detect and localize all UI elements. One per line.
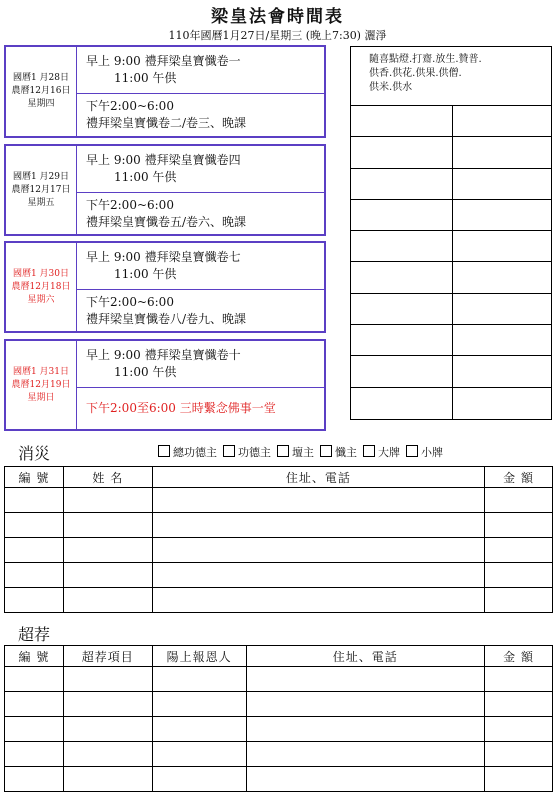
offerings-grid (351, 106, 551, 419)
grid-row[interactable] (351, 388, 551, 419)
morning-session: 早上 9:00 禮拜梁皇寶懺卷七 11:00 午供 (76, 243, 324, 290)
table-row[interactable] (5, 717, 553, 742)
option-item[interactable]: 懺主 (320, 444, 357, 460)
grid-row[interactable] (351, 200, 551, 231)
grid-row[interactable] (351, 325, 551, 356)
table-row[interactable] (5, 588, 553, 613)
option-item[interactable]: 總功德主 (158, 444, 217, 460)
grid-row[interactable] (351, 262, 551, 293)
table-row[interactable] (5, 563, 553, 588)
checkbox[interactable] (158, 445, 170, 457)
table-row[interactable] (5, 742, 553, 767)
option-item[interactable]: 功德主 (223, 444, 271, 460)
chaojian-table (4, 645, 553, 792)
table-row[interactable] (5, 692, 553, 717)
afternoon-session: 下午2:00~6:00 禮拜梁皇寶懺卷五/卷六、晚課 (86, 198, 247, 229)
table-header: 編 號 姓 名 住址、電話 金 額 (5, 467, 553, 488)
afternoon-session: 下午2:00~6:00 禮拜梁皇寶懺卷八/卷九、晚課 (86, 295, 247, 326)
offerings-panel (350, 46, 552, 420)
page-title: 梁皇法會時間表 (211, 7, 344, 27)
afternoon-session: 下午2:00至6:00 三時繫念佛事一堂 (86, 401, 276, 415)
xiaozai-title: 消災 (18, 444, 51, 463)
morning-session: 早上 9:00 禮拜梁皇寶懺卷四 11:00 午供 (76, 146, 324, 193)
grid-row[interactable] (351, 231, 551, 262)
option-item[interactable]: 大牌 (363, 444, 400, 460)
table-row[interactable] (5, 767, 553, 792)
grid-row[interactable] (351, 169, 551, 200)
day-date: 國曆1 月31日 農曆12月19日 星期日 (6, 341, 77, 429)
day-date: 國曆1 月28日 農曆12月16日 星期四 (6, 47, 77, 136)
grid-row[interactable] (351, 137, 551, 168)
checkbox[interactable] (277, 445, 289, 457)
checkbox[interactable] (223, 445, 235, 457)
schedule-day-4 (4, 339, 326, 431)
checkbox[interactable] (320, 445, 332, 457)
option-item[interactable]: 壇主 (277, 444, 314, 460)
afternoon-session: 下午2:00~6:00 禮拜梁皇寶懺卷二/卷三、晚課 (86, 99, 247, 130)
xiaozai-options (158, 444, 443, 460)
schedule-day-2 (4, 144, 326, 236)
checkbox[interactable] (363, 445, 375, 457)
xiaozai-table (4, 466, 553, 613)
morning-session: 早上 9:00 禮拜梁皇寶懺卷十 11:00 午供 (76, 341, 324, 388)
offerings-note: 隨喜點燈.打齋.放生.贊普. 供香.供花.供果.供僧. 供米.供水 (351, 47, 551, 106)
page-subtitle: 110年國曆1月27日/星期三 (晚上7:30) 灑淨 (168, 29, 387, 42)
schedule-day-3 (4, 241, 326, 333)
grid-row[interactable] (351, 294, 551, 325)
day-date: 國曆1 月30日 農曆12月18日 星期六 (6, 243, 77, 331)
table-header: 編 號 超荐項目 陽上報恩人 住址、電話 金 額 (5, 646, 553, 667)
table-row[interactable] (5, 513, 553, 538)
grid-row[interactable] (351, 356, 551, 387)
checkbox[interactable] (406, 445, 418, 457)
morning-session: 早上 9:00 禮拜梁皇寶懺卷一 11:00 午供 (76, 47, 324, 94)
table-row[interactable] (5, 667, 553, 692)
grid-row[interactable] (351, 106, 551, 137)
chaojian-title: 超荐 (18, 625, 51, 644)
table-row[interactable] (5, 538, 553, 563)
schedule-day-1 (4, 45, 326, 138)
day-date: 國曆1 月29日 農曆12月17日 星期五 (6, 146, 77, 234)
option-item[interactable]: 小牌 (406, 444, 443, 460)
table-row[interactable] (5, 488, 553, 513)
